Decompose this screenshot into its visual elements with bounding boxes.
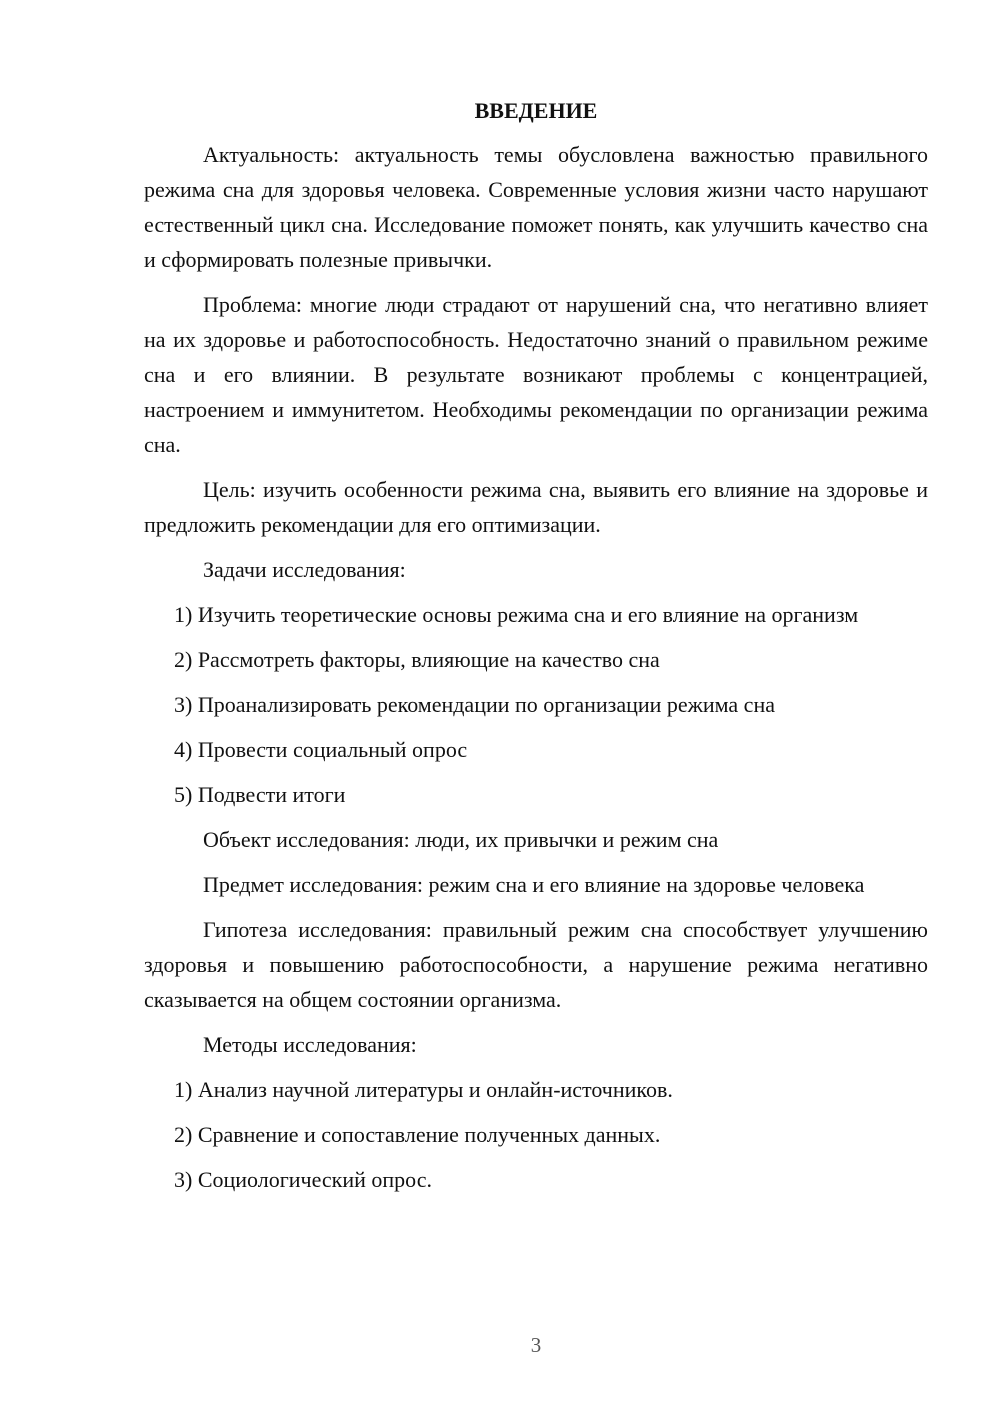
object-paragraph: Объект исследования: люди, их привычки и режим сна bbox=[203, 827, 719, 852]
tasks-heading: Задачи исследования: bbox=[203, 557, 406, 582]
section-title: ВВЕДЕНИЕ bbox=[474, 98, 598, 123]
document-body bbox=[144, 96, 928, 1207]
method-item-3: 3) Социологический опрос. bbox=[174, 1167, 432, 1192]
task-item-1: 1) Изучить теоретические основы режима сна и его влияние на организм bbox=[174, 602, 859, 627]
methods-heading: Методы исследования: bbox=[203, 1032, 417, 1057]
hypothesis-paragraph: Гипотеза исследования: правильный режим сна способствует улучшению здоровья и повышению работоспособности, а нарушение режима негативно сказывается на общем состоянии организма. bbox=[144, 917, 928, 1012]
problem-paragraph: Проблема: многие люди страдают от нарушений сна, что негативно влияет на их здоровье и работоспособность. Недостаточно знаний о правильном режиме сна и его влиянии. В результате возникают проблемы с концентрацией, настроением и иммунитетом. Необходимы рекомендации по организации режима сна. bbox=[144, 292, 928, 457]
task-item-5: 5) Подвести итоги bbox=[174, 782, 346, 807]
task-item-3: 3) Проанализировать рекомендации по организации режима сна bbox=[174, 692, 775, 717]
task-item-4: 4) Провести социальный опрос bbox=[174, 737, 468, 762]
page-number: 3 bbox=[530, 1333, 542, 1357]
goal-paragraph: Цель: изучить особенности режима сна, выявить его влияние на здоровье и предложить рекомендации для его оптимизации. bbox=[144, 477, 928, 537]
subject-paragraph: Предмет исследования: режим сна и его влияние на здоровье человека bbox=[203, 872, 865, 897]
relevance-paragraph: Актуальность: актуальность темы обусловлена важностью правильного режима сна для здоровья человека. Современные условия жизни часто нарушают естественный цикл сна. Исследование поможет понять, как улучшить качество сна и сформировать полезные привычки. bbox=[144, 142, 928, 272]
method-item-1: 1) Анализ научной литературы и онлайн-источников. bbox=[174, 1077, 673, 1102]
task-item-2: 2) Рассмотреть факторы, влияющие на качество сна bbox=[174, 647, 660, 672]
method-item-2: 2) Сравнение и сопоставление полученных данных. bbox=[174, 1122, 661, 1147]
